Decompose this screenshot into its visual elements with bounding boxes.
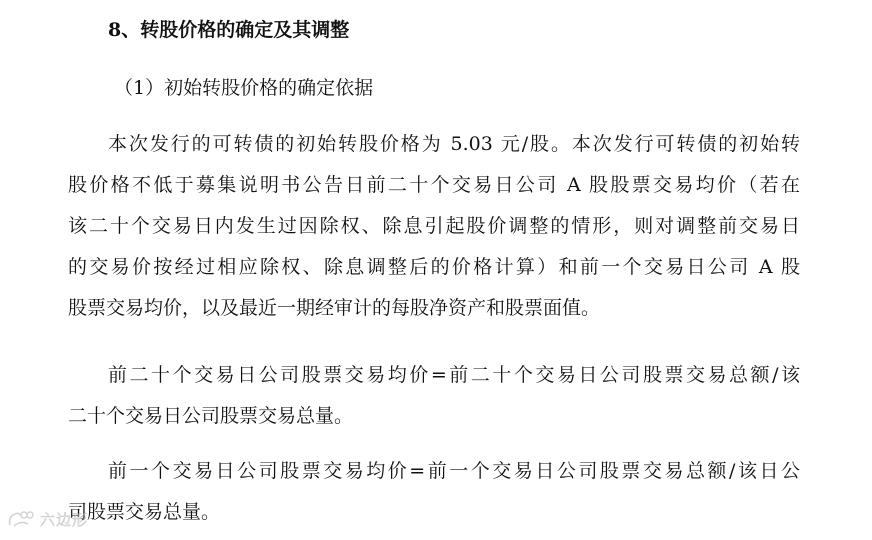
- watermark-logo-icon: [6, 508, 36, 530]
- watermark: [6, 506, 88, 532]
- paragraph-line: 前一个交易日公司股票交易均价=前一个交易日公司股票交易总额/该日公: [108, 460, 800, 482]
- paragraph-line: 股价格不低于募集说明书公告日前二十个交易日公司 A 股股票交易均价（若在: [68, 174, 800, 196]
- paragraph-line: 本次发行的可转债的初始转股价格为 5.03 元/股。本次发行可转债的初始转: [108, 133, 800, 155]
- paragraph-line: 前二十个交易日公司股票交易均价=前二十个交易日公司股票交易总额/该: [108, 364, 800, 386]
- paragraph-initial-conversion-price: [68, 124, 800, 329]
- paragraph-line: 司股票交易总量。: [68, 501, 221, 523]
- paragraph-20-day-average-formula: [68, 355, 800, 437]
- watermark-text: 六边形: [40, 510, 89, 529]
- paragraph-line: 二十个交易日公司股票交易总量。: [68, 405, 354, 427]
- paragraph-line: 股票交易均价，以及最近一期经审计的每股净资产和股票面值。: [68, 297, 601, 319]
- paragraph-line: 该二十个交易日内发生过因除权、除息引起股价调整的情形，则对调整前交易日: [68, 215, 800, 237]
- section-heading: 8、转股价格的确定及其调整: [108, 19, 350, 41]
- paragraph-line: 的交易价按经过相应除权、除息调整后的价格计算）和前一个交易日公司 A 股: [68, 256, 800, 278]
- paragraph-1-day-average-formula: [68, 451, 800, 533]
- subsection-heading: （1）初始转股价格的确定依据: [114, 77, 374, 99]
